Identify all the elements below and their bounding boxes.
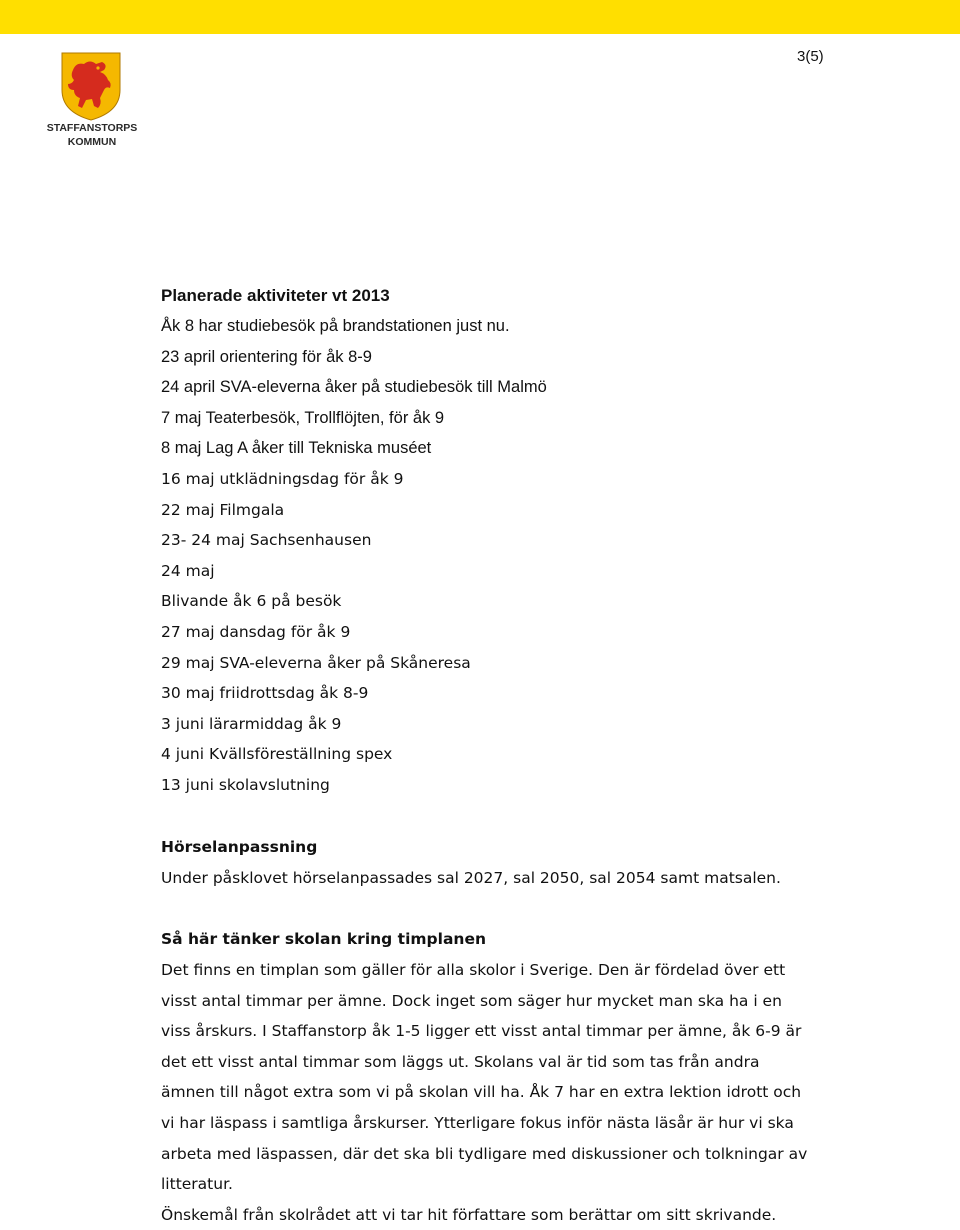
- timetable-line: viss årskurs. I Staffanstorp åk 1-5 ligger ett visst antal timmar per ämne, åk 6-9 är: [161, 1022, 802, 1041]
- activity-line: 4 juni Kvällsföreställning spex: [161, 745, 393, 764]
- page-number: 3(5): [797, 48, 824, 65]
- timetable-line: visst antal timmar per ämne. Dock inget som säger hur mycket man ska ha i en: [161, 991, 782, 1010]
- timetable-line: det ett visst antal timmar som läggs ut. Skolans val är tid som tas från andra: [161, 1052, 760, 1071]
- timetable-line: Det finns en timplan som gäller för alla skolor i Sverige. Den är fördelad över ett: [161, 961, 786, 980]
- activity-line: 13 juni skolavslutning: [161, 775, 330, 794]
- section-title-hearing: Hörselanpassning: [161, 837, 318, 856]
- activity-line: 16 maj utklädningsdag för åk 9: [161, 469, 404, 488]
- logo-text-line2: KOMMUN: [67, 136, 117, 148]
- activity-line: 27 maj dansdag för åk 9: [161, 622, 351, 641]
- activity-line: 29 maj SVA-eleverna åker på Skåneresa: [161, 653, 471, 672]
- coat-of-arms-shield-icon: [62, 53, 120, 120]
- document-body: [161, 280, 851, 1230]
- activity-line: 24 maj: [161, 561, 215, 580]
- section-title-timetable: Så här tänker skolan kring timplanen: [161, 930, 486, 949]
- activity-line: 30 maj friidrottsdag åk 8-9: [161, 684, 369, 703]
- hearing-line: Under påsklovet hörselanpassades sal 2027, sal 2050, sal 2054 samt matsalen.: [161, 868, 781, 887]
- timetable-line: litteratur.: [161, 1175, 233, 1194]
- activity-line: 8 maj Lag A åker till Tekniska muséet: [161, 439, 432, 458]
- activity-line: 22 maj Filmgala: [161, 500, 285, 519]
- timetable-line: ämnen till något extra som vi på skolan vill ha. Åk 7 har en extra lektion idrott och: [161, 1083, 802, 1102]
- timetable-line: arbeta med läspassen, där det ska bli tydligare med diskussioner och tolkningar av: [161, 1144, 808, 1163]
- municipality-logo: [40, 50, 144, 152]
- logo-text-line1: STAFFANSTORPS: [46, 122, 138, 134]
- activity-line: Åk 8 har studiebesök på brandstationen just nu.: [161, 317, 510, 335]
- section-spacer: [161, 893, 851, 924]
- timetable-line: vi har läspass i samtliga årskurser. Ytterligare fokus inför nästa läsår är hur vi ska: [161, 1114, 794, 1133]
- activity-line: 7 maj Teaterbesök, Trollflöjten, för åk 9: [161, 408, 445, 427]
- top-color-band: [0, 0, 960, 34]
- activity-line: 23 april orientering för åk 8-9: [161, 347, 372, 366]
- activity-line: 23- 24 maj Sachsenhausen: [161, 531, 372, 550]
- activity-line: Blivande åk 6 på besök: [161, 592, 342, 611]
- section-title-activities: Planerade aktiviteter vt 2013: [161, 286, 390, 305]
- activity-line: 24 april SVA-eleverna åker på studiebesök till Malmö: [161, 378, 547, 397]
- timetable-line: Önskemål från skolrådet att vi tar hit författare som berättar om sitt skrivande.: [161, 1205, 777, 1224]
- activity-line: 3 juni lärarmiddag åk 9: [161, 714, 342, 733]
- section-spacer: [161, 801, 851, 832]
